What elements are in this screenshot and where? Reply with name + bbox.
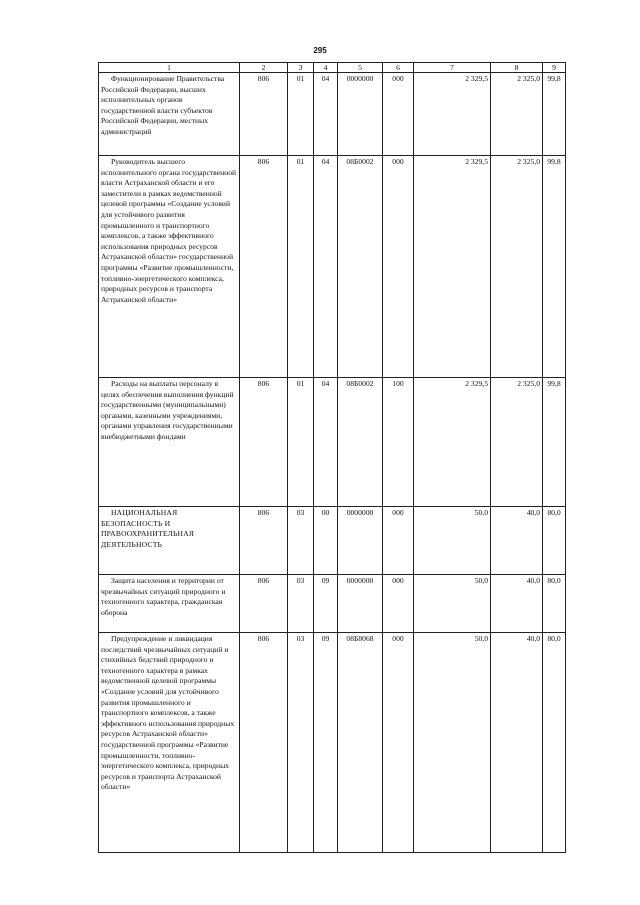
cell-actual: 2 325,0 [491, 73, 543, 156]
header-cell: 1 [99, 63, 240, 73]
table-row [99, 633, 566, 853]
cell-percent: 99,8 [543, 156, 566, 378]
cell-actual: 2 325,0 [491, 378, 543, 507]
cell-expense-type: 000 [383, 575, 414, 633]
cell-percent: 80,0 [543, 575, 566, 633]
table-header-row [99, 63, 566, 73]
cell-plan: 2 329,5 [414, 156, 491, 378]
cell-target-article: 08Б0002 [338, 156, 383, 378]
cell-expense-type: 000 [383, 73, 414, 156]
table-row [99, 507, 566, 575]
header-cell: 5 [338, 63, 383, 73]
table-row [99, 73, 566, 156]
cell-admin-code: 806 [240, 73, 288, 156]
row-name: Руководитель высшего исполнительного органа государственной власти Астраханской области и его заместители в рамках ведомственной целевой программы «Создание условий для устойчивого развития промышленного и транспортного комплексов, а также эффективного использования природных ресурсов Астраханской области» государственной программы «Развитие промышленности, топливно-энергетического комплекса, природных ресурсов и транспорта Астраханской области» [99, 156, 240, 378]
cell-subsection: 09 [314, 633, 338, 853]
cell-section: 01 [288, 73, 314, 156]
cell-percent: 80,0 [543, 507, 566, 575]
cell-plan: 50,0 [414, 633, 491, 853]
cell-percent: 99,8 [543, 378, 566, 507]
table-row [99, 156, 566, 378]
cell-section: 03 [288, 633, 314, 853]
cell-subsection: 04 [314, 73, 338, 156]
cell-actual: 40,0 [491, 633, 543, 853]
cell-subsection: 00 [314, 507, 338, 575]
row-name: Предупреждение и ликвидация последствий чрезвычайных ситуаций и стихийных бедствий природного и техногенного характера в рамках ведомственной целевой программы «Создание условий для устойчивого развития промышленного и транспортного комплексов, а также эффективного использования природных ресурсов Астраханской области» государственной программы «Развитие промышленности, топливно-энергетического комплекса, природных ресурсов и транспорта Астраханской области» [99, 633, 240, 853]
cell-subsection: 04 [314, 156, 338, 378]
cell-expense-type: 000 [383, 507, 414, 575]
table-row [99, 378, 566, 507]
row-name: Расходы на выплаты персоналу в целях обеспечения выполнения функций государственными (муниципальными) органами, казенными учреждениями, органами управления государственными внебюджетными фондами [99, 378, 240, 507]
cell-admin-code: 806 [240, 156, 288, 378]
cell-admin-code: 806 [240, 378, 288, 507]
cell-actual: 40,0 [491, 575, 543, 633]
cell-target-article: 0000000 [338, 73, 383, 156]
cell-expense-type: 100 [383, 378, 414, 507]
cell-percent: 99,8 [543, 73, 566, 156]
header-cell: 6 [383, 63, 414, 73]
cell-percent: 80,0 [543, 633, 566, 853]
cell-admin-code: 806 [240, 575, 288, 633]
cell-target-article: 08Б0002 [338, 378, 383, 507]
header-cell: 8 [491, 63, 543, 73]
header-cell: 3 [288, 63, 314, 73]
cell-plan: 2 329,5 [414, 378, 491, 507]
table-row [99, 575, 566, 633]
cell-plan: 50,0 [414, 575, 491, 633]
header-cell: 2 [240, 63, 288, 73]
row-name: НАЦИОНАЛЬНАЯ БЕЗОПАСНОСТЬ И ПРАВООХРАНИТЕЛЬНАЯ ДЕЯТЕЛЬНОСТЬ [99, 507, 240, 575]
cell-expense-type: 000 [383, 156, 414, 378]
cell-section: 01 [288, 156, 314, 378]
cell-plan: 2 329,5 [414, 73, 491, 156]
header-cell: 7 [414, 63, 491, 73]
cell-section: 03 [288, 507, 314, 575]
header-cell: 9 [543, 63, 566, 73]
cell-target-article: 0000000 [338, 575, 383, 633]
cell-section: 01 [288, 378, 314, 507]
row-name: Защита населения и территории от чрезвычайных ситуаций природного и техногенного характера, гражданская оборона [99, 575, 240, 633]
cell-section: 03 [288, 575, 314, 633]
row-name: Функционирование Правительства Российской Федерации, высших исполнительных органов государственной власти субъектов Российской Федерации, местных администраций [99, 73, 240, 156]
cell-subsection: 09 [314, 575, 338, 633]
cell-actual: 2 325,0 [491, 156, 543, 378]
cell-plan: 50,0 [414, 507, 491, 575]
cell-target-article: 08Б8068 [338, 633, 383, 853]
cell-expense-type: 000 [383, 633, 414, 853]
page-number: 295 [313, 46, 327, 55]
cell-admin-code: 806 [240, 633, 288, 853]
budget-table [98, 62, 566, 853]
cell-admin-code: 806 [240, 507, 288, 575]
cell-actual: 40,0 [491, 507, 543, 575]
cell-target-article: 0000000 [338, 507, 383, 575]
cell-subsection: 04 [314, 378, 338, 507]
header-cell: 4 [314, 63, 338, 73]
